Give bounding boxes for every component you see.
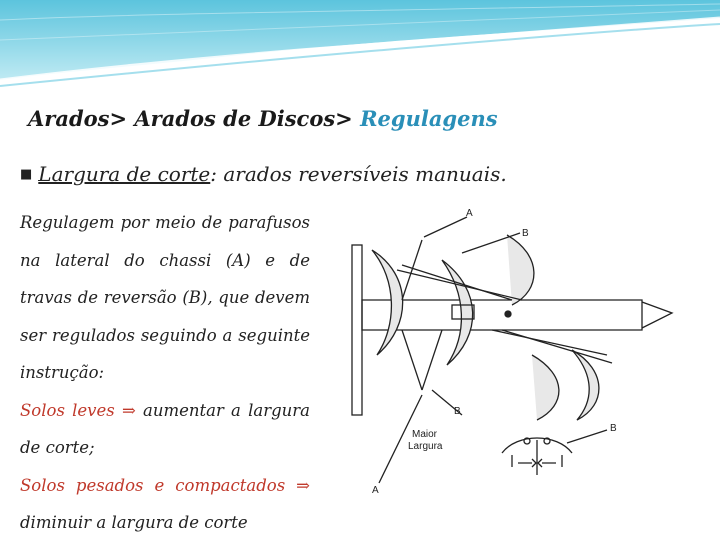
label-b-right: B (610, 423, 617, 434)
header-wave-band (0, 0, 720, 90)
bolt (505, 311, 511, 317)
page-title (28, 106, 498, 131)
heavy-soils-action: diminuir a largura de corte (20, 513, 248, 532)
label-b-mid: B (454, 406, 461, 417)
light-soils-label: Solos leves (20, 400, 115, 420)
intro-text: Regulagem por meio de parafusos na lateral do chassi (A) e de travas de reversão (B), que devem ser regulados seguindo a seguinte instrução: (20, 213, 310, 382)
breadcrumb-arados: Arados> (28, 106, 128, 131)
bullet-rest: : arados reversíveis manuais. (210, 162, 507, 186)
breadcrumb-regulagens: Regulagens (360, 106, 498, 131)
label-largura: Largura (408, 441, 443, 452)
heavy-soils-line (20, 467, 310, 542)
light-soils-action: aumentar a largura de corte; (20, 400, 311, 457)
light-soils-line (20, 392, 310, 467)
label-a-top: A (466, 208, 473, 219)
bullet-term: Largura de corte (38, 162, 211, 186)
implies-arrow-icon: ⇒ (296, 475, 310, 495)
implies-arrow-icon: ⇒ (121, 400, 136, 420)
bullet-heading (20, 162, 507, 186)
body-paragraph (20, 204, 310, 542)
plow-diagram (342, 205, 678, 495)
bullet-square-icon: ■ (20, 167, 33, 182)
breadcrumb-arados-discos: Arados de Discos> (134, 106, 353, 131)
label-a-bottom: A (372, 485, 379, 495)
label-b-top: B (522, 228, 529, 239)
heavy-soils-label: Solos pesados e compactados (20, 475, 286, 495)
label-maior: Maior (412, 429, 438, 440)
